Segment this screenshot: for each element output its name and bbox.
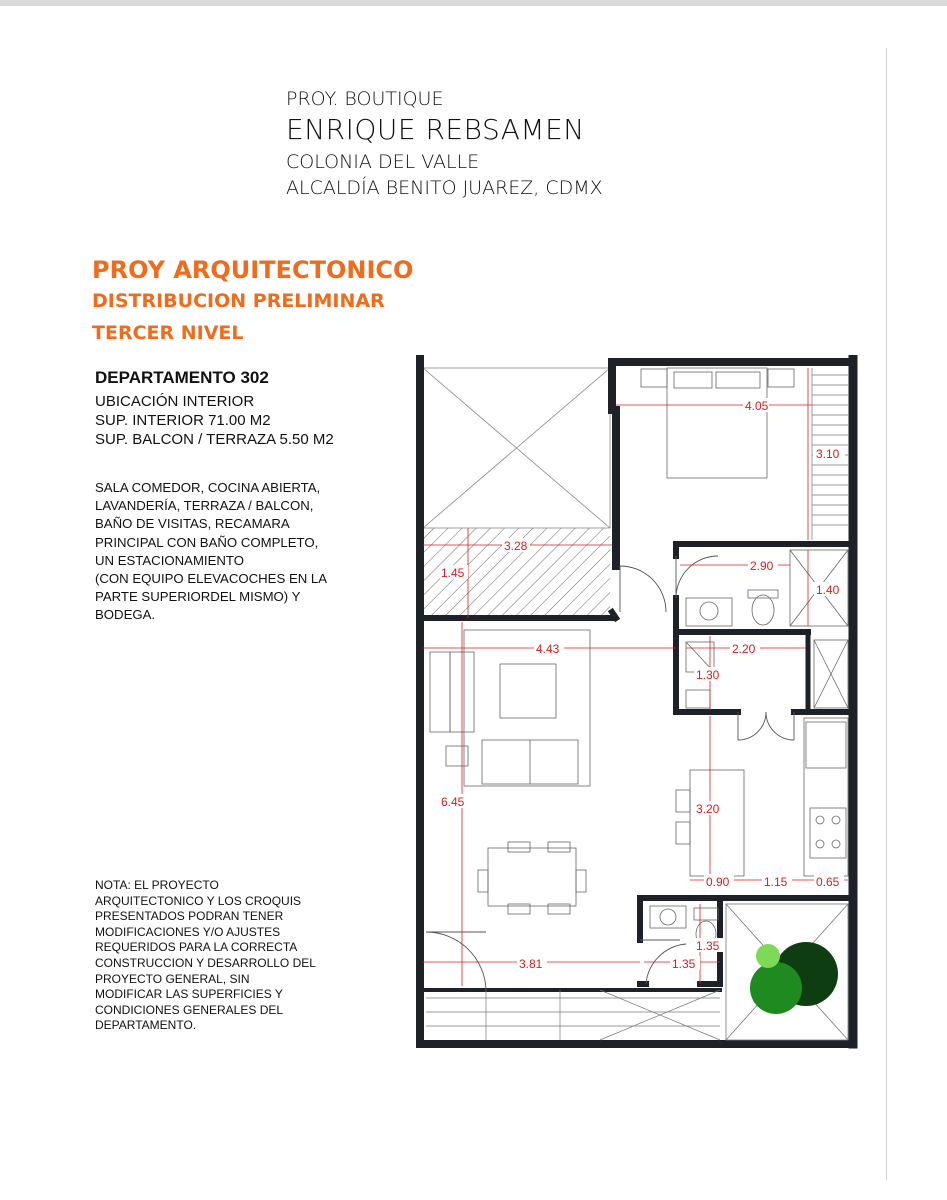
note-line: MODIFICAR LAS SUPERFICIES Y bbox=[95, 987, 283, 1002]
dim-bedroom-width: 4.05 bbox=[745, 399, 769, 413]
tree-mid bbox=[750, 962, 802, 1014]
unit-balcony-area: SUP. BALCON / TERRAZA 5.50 M2 bbox=[95, 431, 334, 448]
dim-kitchen-b: 1.15 bbox=[764, 875, 788, 889]
note-line: CONSTRUCCION Y DESARROLLO DEL bbox=[95, 955, 316, 970]
note-line: ARQUITECTONICO Y LOS CROQUIS bbox=[95, 893, 302, 908]
note-line: PROYECTO GENERAL, SIN bbox=[95, 971, 250, 986]
dim-laundry-depth: 1.30 bbox=[696, 668, 720, 682]
header-neighborhood: COLONIA DEL VALLE bbox=[286, 151, 480, 173]
dim-bath-width: 2.90 bbox=[750, 559, 774, 573]
kitchen bbox=[676, 718, 848, 876]
note-line: DEPARTAMENTO. bbox=[95, 1018, 197, 1033]
description-line: BAÑO DE VISITAS, RECAMARA bbox=[95, 516, 290, 532]
dim-kitchen-a: 0.90 bbox=[706, 875, 730, 889]
dim-living-width: 4.43 bbox=[536, 642, 560, 656]
note-line: CONDICIONES GENERALES DEL bbox=[95, 1002, 284, 1017]
project-level: TERCER NIVEL bbox=[92, 322, 244, 344]
note-line: PRESENTADOS PODRAN TENER bbox=[95, 909, 284, 924]
dim-bedroom-depth: 3.10 bbox=[816, 447, 840, 461]
unit-location: UBICACIÓN INTERIOR bbox=[95, 393, 255, 410]
unit-specs bbox=[95, 392, 334, 449]
header-project-type: PROY. BOUTIQUE bbox=[286, 88, 444, 110]
dim-terrace-depth: 1.45 bbox=[441, 566, 465, 580]
dim-living-depth: 6.45 bbox=[441, 795, 465, 809]
dim-laundry-width: 2.20 bbox=[732, 642, 756, 656]
description-line: UN ESTACIONAMIENTO bbox=[95, 552, 244, 568]
dim-bath-depth: 1.40 bbox=[816, 583, 840, 597]
front-balcony bbox=[426, 990, 720, 1040]
dim-powder-depth: 1.35 bbox=[696, 939, 720, 953]
bed bbox=[641, 368, 794, 478]
dim-kitchen-depth: 3.20 bbox=[696, 802, 720, 816]
project-subtitle: DISTRIBUCION PRELIMINAR bbox=[92, 290, 385, 312]
unit-interior-area: SUP. INTERIOR 71.00 M2 bbox=[95, 412, 271, 429]
description-line: PARTE SUPERIORDEL MISMO) Y bbox=[95, 589, 301, 605]
disclaimer-note bbox=[95, 878, 395, 1034]
living-room-furniture bbox=[430, 630, 590, 914]
description-line: PRINCIPAL CON BAÑO COMPLETO, bbox=[95, 534, 319, 550]
dim-dining-width: 3.81 bbox=[519, 957, 543, 971]
doors bbox=[426, 556, 794, 990]
dim-powder-width: 1.35 bbox=[672, 957, 696, 971]
unit-name: DEPARTAMENTO 302 bbox=[95, 368, 269, 387]
unit-description bbox=[95, 479, 395, 625]
header-project-name: ENRIQUE REBSAMEN bbox=[286, 113, 585, 146]
header-city: ALCALDÍA BENITO JUAREZ, CDMX bbox=[286, 177, 603, 199]
dim-terrace-width: 3.28 bbox=[504, 539, 528, 553]
note-line: REQUERIDOS PARA LA CORRECTA bbox=[95, 940, 298, 955]
tree-light bbox=[756, 944, 780, 968]
description-line: LAVANDERÍA, TERRAZA / BALCON, bbox=[95, 498, 314, 514]
page-right-edge bbox=[886, 48, 887, 1180]
dim-kitchen-c: 0.65 bbox=[816, 875, 840, 889]
description-line: SALA COMEDOR, COCINA ABIERTA, bbox=[95, 480, 321, 495]
note-line: NOTA: EL PROYECTO bbox=[95, 878, 219, 892]
project-title: PROY ARQUITECTONICO bbox=[92, 256, 414, 284]
floor-plan bbox=[410, 355, 860, 1050]
description-line: BODEGA. bbox=[95, 607, 156, 623]
top-edge bbox=[0, 0, 947, 6]
note-line: MODIFICACIONES Y/O AJUSTES bbox=[95, 924, 281, 939]
description-line: (CON EQUIPO ELEVACOCHES EN LA bbox=[95, 571, 328, 587]
